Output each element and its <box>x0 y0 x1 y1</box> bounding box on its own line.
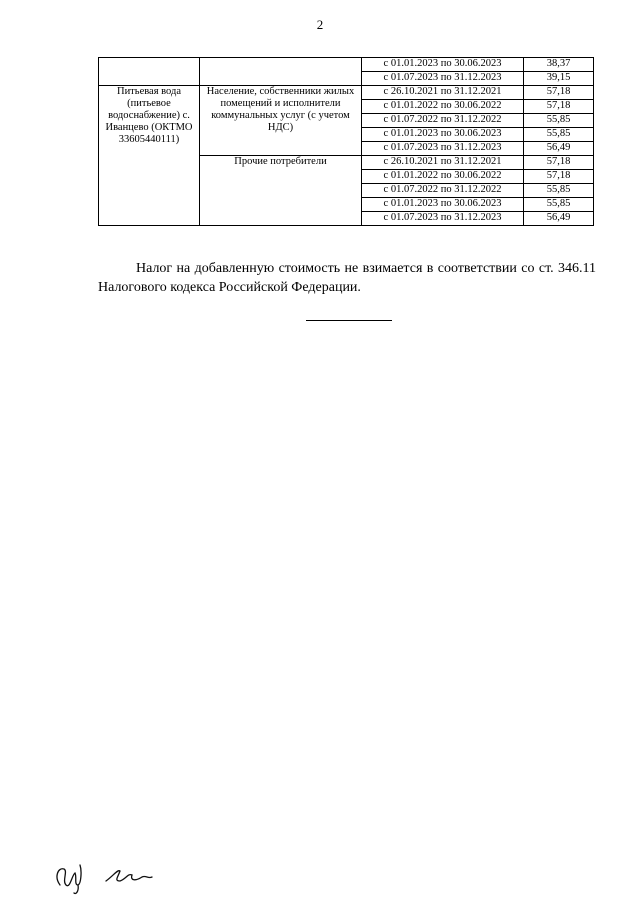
tariff-value-cell: 55,85 <box>524 114 594 128</box>
consumer-cell: Прочие потребители <box>200 156 362 226</box>
tariff-value-cell: 55,85 <box>524 184 594 198</box>
service-cell: Питьевая вода (питьевое водоснабжение) с. Иванцево (ОКТМО 33605440111) <box>99 86 200 226</box>
period-cell: с 01.07.2022 по 31.12.2022 <box>362 114 524 128</box>
period-cell: с 01.07.2022 по 31.12.2022 <box>362 184 524 198</box>
consumer-cell-continued <box>200 58 362 86</box>
signature-mark <box>57 865 81 894</box>
tariff-value-cell: 57,18 <box>524 156 594 170</box>
tariff-value-cell: 56,49 <box>524 212 594 226</box>
tariff-value-cell: 55,85 <box>524 128 594 142</box>
period-cell: с 26.10.2021 по 31.12.2021 <box>362 156 524 170</box>
period-cell: с 01.07.2023 по 31.12.2023 <box>362 142 524 156</box>
period-cell: с 01.01.2023 по 30.06.2023 <box>362 198 524 212</box>
divider-line <box>306 320 392 321</box>
period-cell: с 01.01.2023 по 30.06.2023 <box>362 58 524 72</box>
period-cell: с 01.01.2022 по 30.06.2022 <box>362 100 524 114</box>
period-cell: с 26.10.2021 по 31.12.2021 <box>362 86 524 100</box>
handwritten-signatures <box>48 855 188 895</box>
tariff-table <box>98 57 594 226</box>
tariff-value-cell: 55,85 <box>524 198 594 212</box>
signature-mark <box>106 871 152 881</box>
period-cell: с 01.01.2023 по 30.06.2023 <box>362 128 524 142</box>
tariff-value-cell: 57,18 <box>524 100 594 114</box>
table-row <box>99 58 594 72</box>
period-cell: с 01.07.2023 по 31.12.2023 <box>362 72 524 86</box>
page-number: 2 <box>316 17 324 32</box>
period-cell: с 01.01.2022 по 30.06.2022 <box>362 170 524 184</box>
vat-note: Налог на добавленную стоимость не взимается в соответствии со ст. 346.11 Налогового кодекса Российской Федерации. <box>98 261 596 295</box>
tariff-value-cell: 38,37 <box>524 58 594 72</box>
tariff-value-cell: 57,18 <box>524 86 594 100</box>
table-row <box>99 86 594 100</box>
service-cell-continued <box>99 58 200 86</box>
tariff-value-cell: 57,18 <box>524 170 594 184</box>
period-cell: с 01.07.2023 по 31.12.2023 <box>362 212 524 226</box>
tariff-value-cell: 39,15 <box>524 72 594 86</box>
tariff-table-body <box>99 58 594 226</box>
tariff-value-cell: 56,49 <box>524 142 594 156</box>
consumer-cell: Население, собственники жилых помещений и исполнители коммунальных услуг (с учетом НДС) <box>200 86 362 156</box>
